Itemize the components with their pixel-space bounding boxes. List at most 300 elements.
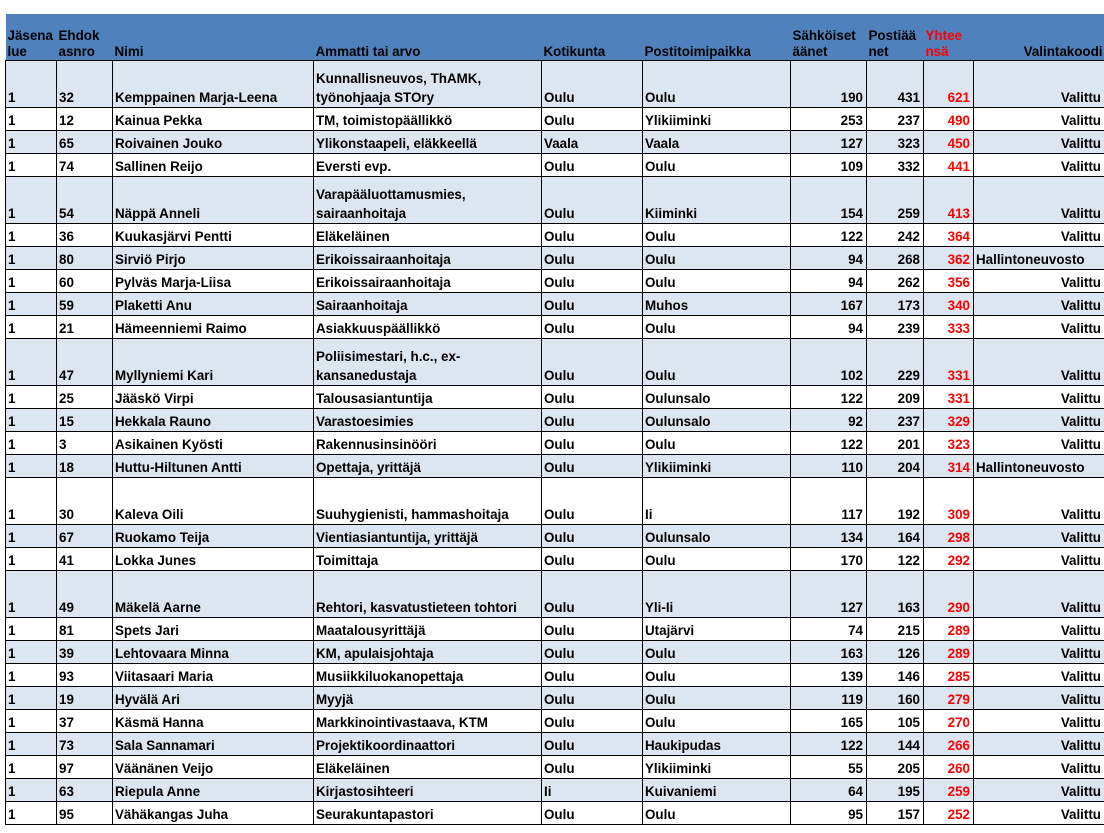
cell-name: Plaketti Anu <box>113 292 314 315</box>
cell-code: Valittu <box>974 269 1104 292</box>
column-header-line1: Jäsena <box>7 27 53 43</box>
cell-evotes: 55 <box>791 755 867 778</box>
cell-area: 1 <box>6 223 57 246</box>
cell-no: 93 <box>57 663 113 686</box>
cell-name: Hyvälä Ari <box>113 686 314 709</box>
cell-job: Myyjä <box>314 686 542 709</box>
table-row[interactable] <box>6 269 1104 292</box>
cell-pvotes: 157 <box>867 801 924 824</box>
cell-code: Valittu <box>974 732 1104 755</box>
cell-home: Oulu <box>542 686 643 709</box>
cell-total: 364 <box>924 223 974 246</box>
column-header-line2: asnro <box>58 43 95 59</box>
cell-post: Oulu <box>643 338 791 385</box>
cell-evotes: 170 <box>791 547 867 570</box>
cell-post: Kuivaniemi <box>643 778 791 801</box>
cell-code: Valittu <box>974 292 1104 315</box>
cell-post: Ylikiiminki <box>643 107 791 130</box>
cell-area: 1 <box>6 338 57 385</box>
cell-post: Oulu <box>643 547 791 570</box>
cell-evotes: 95 <box>791 801 867 824</box>
cell-evotes: 74 <box>791 617 867 640</box>
cell-job: Kirjastosihteeri <box>314 778 542 801</box>
cell-post: Oulu <box>643 246 791 269</box>
cell-total: 323 <box>924 431 974 454</box>
cell-evotes: 64 <box>791 778 867 801</box>
cell-area: 1 <box>6 524 57 547</box>
cell-evotes: 139 <box>791 663 867 686</box>
cell-job: Erikoissairaanhoitaja <box>314 269 542 292</box>
table-row[interactable] <box>6 292 1104 315</box>
cell-pvotes: 323 <box>867 130 924 153</box>
column-header-line1: Sähköiset <box>792 27 856 43</box>
cell-area: 1 <box>6 107 57 130</box>
column-header-line1: Postiää <box>868 27 917 43</box>
cell-pvotes: 164 <box>867 524 924 547</box>
cell-code: Valittu <box>974 709 1104 732</box>
cell-post: Oulu <box>643 431 791 454</box>
cell-code: Valittu <box>974 778 1104 801</box>
cell-area: 1 <box>6 778 57 801</box>
cell-pvotes: 204 <box>867 454 924 477</box>
cell-pvotes: 237 <box>867 107 924 130</box>
cell-pvotes: 163 <box>867 570 924 617</box>
cell-area: 1 <box>6 153 57 176</box>
cell-post: Oulu <box>643 269 791 292</box>
cell-no: 30 <box>57 477 113 524</box>
cell-area: 1 <box>6 640 57 663</box>
cell-evotes: 119 <box>791 686 867 709</box>
cell-evotes: 122 <box>791 385 867 408</box>
table-row[interactable] <box>6 246 1104 269</box>
cell-area: 1 <box>6 570 57 617</box>
column-header-area[interactable] <box>6 14 57 60</box>
column-header-line2: lue <box>7 43 27 59</box>
table-row[interactable] <box>6 385 1104 408</box>
cell-pvotes: 229 <box>867 338 924 385</box>
cell-total: 289 <box>924 640 974 663</box>
cell-post: Oulu <box>643 709 791 732</box>
cell-job: Opettaja, yrittäjä <box>314 454 542 477</box>
cell-evotes: 122 <box>791 223 867 246</box>
table-row[interactable] <box>6 547 1104 570</box>
cell-code: Valittu <box>974 617 1104 640</box>
cell-job: Ylikonstaapeli, eläkkeellä <box>314 130 542 153</box>
column-header-post[interactable] <box>643 14 791 60</box>
cell-evotes: 134 <box>791 524 867 547</box>
table-row[interactable] <box>6 60 1104 107</box>
cell-job: Vientiasiantuntija, yrittäjä <box>314 524 542 547</box>
cell-code: Valittu <box>974 315 1104 338</box>
cell-evotes: 127 <box>791 130 867 153</box>
column-header-no[interactable] <box>57 14 113 60</box>
cell-total: 270 <box>924 709 974 732</box>
cell-job: Talousasiantuntija <box>314 385 542 408</box>
cell-post: Ylikiiminki <box>643 454 791 477</box>
table-row[interactable] <box>6 663 1104 686</box>
cell-total: 260 <box>924 755 974 778</box>
cell-total: 252 <box>924 801 974 824</box>
cell-home: Oulu <box>542 107 643 130</box>
cell-post: Oulu <box>643 663 791 686</box>
cell-post: Haukipudas <box>643 732 791 755</box>
cell-no: 95 <box>57 801 113 824</box>
column-header-name[interactable] <box>113 14 314 60</box>
cell-job: Sairaanhoitaja <box>314 292 542 315</box>
cell-no: 12 <box>57 107 113 130</box>
cell-name: Hekkala Rauno <box>113 408 314 431</box>
cell-code: Valittu <box>974 663 1104 686</box>
column-header-line2: Nimi <box>114 43 144 59</box>
cell-total: 279 <box>924 686 974 709</box>
cell-home: Vaala <box>542 130 643 153</box>
table-row[interactable] <box>6 778 1104 801</box>
cell-job: Eläkeläinen <box>314 223 542 246</box>
cell-pvotes: 105 <box>867 709 924 732</box>
cell-name: Huttu-Hiltunen Antti <box>113 454 314 477</box>
table-row[interactable] <box>6 338 1104 385</box>
cell-job: Toimittaja <box>314 547 542 570</box>
cell-home: Oulu <box>542 732 643 755</box>
cell-total: 441 <box>924 153 974 176</box>
cell-evotes: 253 <box>791 107 867 130</box>
cell-evotes: 122 <box>791 431 867 454</box>
cell-name: Mäkelä Aarne <box>113 570 314 617</box>
cell-name: Kainua Pekka <box>113 107 314 130</box>
table-row[interactable] <box>6 408 1104 431</box>
cell-no: 21 <box>57 315 113 338</box>
cell-evotes: 122 <box>791 732 867 755</box>
cell-code: Valittu <box>974 223 1104 246</box>
cell-total: 289 <box>924 617 974 640</box>
cell-job: Eversti evp. <box>314 153 542 176</box>
cell-code: Valittu <box>974 130 1104 153</box>
cell-total: 329 <box>924 408 974 431</box>
table-row[interactable] <box>6 570 1104 617</box>
cell-code: Valittu <box>974 477 1104 524</box>
cell-code: Valittu <box>974 338 1104 385</box>
cell-evotes: 127 <box>791 570 867 617</box>
cell-home: Oulu <box>542 755 643 778</box>
cell-area: 1 <box>6 686 57 709</box>
cell-job: Rehtori, kasvatustieteen tohtori <box>314 570 542 617</box>
cell-code: Valittu <box>974 385 1104 408</box>
cell-name: Käsmä Hanna <box>113 709 314 732</box>
cell-evotes: 109 <box>791 153 867 176</box>
cell-pvotes: 205 <box>867 755 924 778</box>
cell-job: Eläkeläinen <box>314 755 542 778</box>
cell-no: 97 <box>57 755 113 778</box>
cell-pvotes: 239 <box>867 315 924 338</box>
cell-home: Oulu <box>542 801 643 824</box>
table-row[interactable] <box>6 223 1104 246</box>
cell-no: 37 <box>57 709 113 732</box>
cell-pvotes: 268 <box>867 246 924 269</box>
cell-home: Oulu <box>542 246 643 269</box>
cell-area: 1 <box>6 431 57 454</box>
cell-total: 362 <box>924 246 974 269</box>
cell-job: Erikoissairaanhoitaja <box>314 246 542 269</box>
cell-area: 1 <box>6 385 57 408</box>
table-row[interactable] <box>6 617 1104 640</box>
cell-pvotes: 262 <box>867 269 924 292</box>
cell-area: 1 <box>6 477 57 524</box>
cell-job: Varastoesimies <box>314 408 542 431</box>
cell-area: 1 <box>6 709 57 732</box>
column-header-evotes[interactable] <box>791 14 867 60</box>
column-header-code[interactable] <box>974 14 1104 60</box>
cell-area: 1 <box>6 176 57 223</box>
cell-pvotes: 173 <box>867 292 924 315</box>
cell-pvotes: 209 <box>867 385 924 408</box>
cell-code: Valittu <box>974 176 1104 223</box>
column-header-line2: äänet <box>792 43 828 59</box>
cell-total: 285 <box>924 663 974 686</box>
cell-pvotes: 242 <box>867 223 924 246</box>
cell-pvotes: 259 <box>867 176 924 223</box>
cell-no: 32 <box>57 60 113 107</box>
cell-job: Rakennusinsinööri <box>314 431 542 454</box>
cell-pvotes: 122 <box>867 547 924 570</box>
cell-name: Lokka Junes <box>113 547 314 570</box>
cell-pvotes: 215 <box>867 617 924 640</box>
cell-total: 259 <box>924 778 974 801</box>
cell-home: Oulu <box>542 176 643 223</box>
cell-code: Valittu <box>974 431 1104 454</box>
cell-home: Oulu <box>542 223 643 246</box>
cell-no: 19 <box>57 686 113 709</box>
table-row[interactable] <box>6 524 1104 547</box>
cell-total: 490 <box>924 107 974 130</box>
cell-name: Kuukasjärvi Pentti <box>113 223 314 246</box>
cell-total: 621 <box>924 60 974 107</box>
cell-name: Viitasaari Maria <box>113 663 314 686</box>
cell-evotes: 117 <box>791 477 867 524</box>
cell-no: 67 <box>57 524 113 547</box>
cell-job: Seurakuntapastori <box>314 801 542 824</box>
cell-code: Valittu <box>974 570 1104 617</box>
cell-area: 1 <box>6 130 57 153</box>
cell-job: Varapääluottamusmies, sairaanhoitaja <box>314 176 542 223</box>
cell-code: Hallintoneuvosto <box>974 454 1104 477</box>
results-table <box>5 14 1104 825</box>
cell-post: Oulu <box>643 153 791 176</box>
cell-post: Ii <box>643 477 791 524</box>
cell-name: Väänänen Veijo <box>113 755 314 778</box>
cell-code: Valittu <box>974 153 1104 176</box>
cell-total: 290 <box>924 570 974 617</box>
cell-total: 340 <box>924 292 974 315</box>
column-header-line2: Ammatti tai arvo <box>315 43 421 59</box>
column-header-line1: Ehdok <box>58 27 100 43</box>
cell-pvotes: 431 <box>867 60 924 107</box>
cell-code: Valittu <box>974 801 1104 824</box>
cell-area: 1 <box>6 292 57 315</box>
cell-no: 81 <box>57 617 113 640</box>
cell-post: Oulu <box>643 686 791 709</box>
cell-job: Markkinointivastaava, KTM <box>314 709 542 732</box>
cell-no: 54 <box>57 176 113 223</box>
cell-post: Yli-Ii <box>643 570 791 617</box>
cell-job: Suuhygienisti, hammashoitaja <box>314 477 542 524</box>
cell-area: 1 <box>6 755 57 778</box>
column-header-job[interactable] <box>314 14 542 60</box>
cell-home: Oulu <box>542 524 643 547</box>
column-header-pvotes[interactable] <box>867 14 924 60</box>
cell-pvotes: 201 <box>867 431 924 454</box>
cell-evotes: 190 <box>791 60 867 107</box>
cell-post: Oulu <box>643 223 791 246</box>
cell-home: Ii <box>542 778 643 801</box>
cell-post: Oulu <box>643 315 791 338</box>
cell-name: Jääskö Virpi <box>113 385 314 408</box>
cell-area: 1 <box>6 246 57 269</box>
cell-job: Poliisimestari, h.c., ex-kansanedustaja <box>314 338 542 385</box>
cell-area: 1 <box>6 732 57 755</box>
cell-code: Hallintoneuvosto <box>974 246 1104 269</box>
cell-no: 36 <box>57 223 113 246</box>
cell-area: 1 <box>6 801 57 824</box>
cell-area: 1 <box>6 454 57 477</box>
cell-code: Valittu <box>974 686 1104 709</box>
cell-name: Sala Sannamari <box>113 732 314 755</box>
cell-no: 15 <box>57 408 113 431</box>
cell-pvotes: 237 <box>867 408 924 431</box>
cell-home: Oulu <box>542 477 643 524</box>
cell-evotes: 102 <box>791 338 867 385</box>
cell-code: Valittu <box>974 640 1104 663</box>
cell-no: 39 <box>57 640 113 663</box>
table-row[interactable] <box>6 153 1104 176</box>
table-row[interactable] <box>6 431 1104 454</box>
table-row[interactable] <box>6 755 1104 778</box>
cell-post: Kiiminki <box>643 176 791 223</box>
cell-no: 25 <box>57 385 113 408</box>
cell-no: 49 <box>57 570 113 617</box>
cell-code: Valittu <box>974 755 1104 778</box>
cell-evotes: 110 <box>791 454 867 477</box>
cell-name: Ruokamo Teija <box>113 524 314 547</box>
cell-post: Oulunsalo <box>643 408 791 431</box>
column-header-line2: Kotikunta <box>543 43 606 59</box>
table-row[interactable] <box>6 686 1104 709</box>
table-row[interactable] <box>6 176 1104 223</box>
cell-no: 73 <box>57 732 113 755</box>
cell-code: Valittu <box>974 547 1104 570</box>
cell-no: 63 <box>57 778 113 801</box>
table-body <box>6 60 1104 824</box>
cell-name: Vähäkangas Juha <box>113 801 314 824</box>
cell-evotes: 167 <box>791 292 867 315</box>
column-header-home[interactable] <box>542 14 643 60</box>
cell-total: 331 <box>924 338 974 385</box>
cell-job: Musiikkiluokanopettaja <box>314 663 542 686</box>
cell-home: Oulu <box>542 431 643 454</box>
cell-post: Oulu <box>643 640 791 663</box>
cell-name: Myllyniemi Kari <box>113 338 314 385</box>
cell-area: 1 <box>6 617 57 640</box>
cell-home: Oulu <box>542 408 643 431</box>
cell-evotes: 154 <box>791 176 867 223</box>
cell-no: 80 <box>57 246 113 269</box>
cell-no: 18 <box>57 454 113 477</box>
column-header-line2: Valintakoodi <box>1023 43 1103 59</box>
cell-no: 60 <box>57 269 113 292</box>
cell-name: Asikainen Kyösti <box>113 431 314 454</box>
results-sheet <box>5 14 1104 825</box>
cell-pvotes: 195 <box>867 778 924 801</box>
cell-total: 292 <box>924 547 974 570</box>
cell-job: KM, apulaisjohtaja <box>314 640 542 663</box>
cell-home: Oulu <box>542 338 643 385</box>
cell-home: Oulu <box>542 153 643 176</box>
cell-code: Valittu <box>974 60 1104 107</box>
cell-total: 331 <box>924 385 974 408</box>
cell-home: Oulu <box>542 454 643 477</box>
cell-code: Valittu <box>974 107 1104 130</box>
cell-home: Oulu <box>542 269 643 292</box>
cell-total: 356 <box>924 269 974 292</box>
cell-name: Roivainen Jouko <box>113 130 314 153</box>
cell-area: 1 <box>6 663 57 686</box>
cell-evotes: 165 <box>791 709 867 732</box>
cell-post: Oulu <box>643 801 791 824</box>
cell-name: Sallinen Reijo <box>113 153 314 176</box>
cell-no: 41 <box>57 547 113 570</box>
cell-job: Projektikoordinaattori <box>314 732 542 755</box>
cell-total: 333 <box>924 315 974 338</box>
table-row[interactable] <box>6 315 1104 338</box>
cell-area: 1 <box>6 408 57 431</box>
cell-home: Oulu <box>542 60 643 107</box>
cell-total: 309 <box>924 477 974 524</box>
cell-evotes: 94 <box>791 246 867 269</box>
cell-total: 413 <box>924 176 974 223</box>
cell-no: 74 <box>57 153 113 176</box>
cell-pvotes: 160 <box>867 686 924 709</box>
table-row[interactable] <box>6 454 1104 477</box>
column-header-line1: Yhtee <box>925 27 962 43</box>
cell-code: Valittu <box>974 408 1104 431</box>
table-row[interactable] <box>6 477 1104 524</box>
cell-pvotes: 192 <box>867 477 924 524</box>
cell-post: Oulu <box>643 60 791 107</box>
cell-pvotes: 144 <box>867 732 924 755</box>
cell-post: Ylikiiminki <box>643 755 791 778</box>
cell-total: 266 <box>924 732 974 755</box>
cell-job: Asiakkuuspäällikkö <box>314 315 542 338</box>
cell-home: Oulu <box>542 640 643 663</box>
cell-home: Oulu <box>542 385 643 408</box>
cell-name: Kaleva Oili <box>113 477 314 524</box>
cell-pvotes: 146 <box>867 663 924 686</box>
cell-name: Riepula Anne <box>113 778 314 801</box>
cell-no: 47 <box>57 338 113 385</box>
cell-name: Hämeenniemi Raimo <box>113 315 314 338</box>
column-header-line2: Postitoimipaikka <box>644 43 751 59</box>
cell-total: 314 <box>924 454 974 477</box>
table-row[interactable] <box>6 732 1104 755</box>
cell-post: Oulunsalo <box>643 524 791 547</box>
table-row[interactable] <box>6 130 1104 153</box>
cell-name: Spets Jari <box>113 617 314 640</box>
table-row[interactable] <box>6 801 1104 824</box>
table-row[interactable] <box>6 107 1104 130</box>
cell-pvotes: 332 <box>867 153 924 176</box>
table-row[interactable] <box>6 640 1104 663</box>
column-header-total[interactable] <box>924 14 974 60</box>
table-row[interactable] <box>6 709 1104 732</box>
